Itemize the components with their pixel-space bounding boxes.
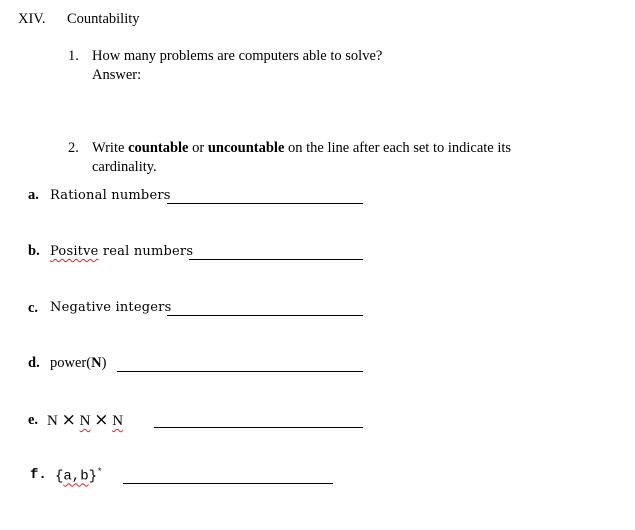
- item-f-open-brace: {: [55, 468, 64, 485]
- q2-text-after: on the line after each set to indicate its: [284, 140, 512, 156]
- question-2-text-line2: cardinality.: [92, 159, 157, 175]
- word-uncountable: uncountable: [207, 140, 285, 156]
- question-1-number: 1.: [68, 48, 79, 64]
- item-e-n3: N: [112, 413, 124, 429]
- item-a-answer-line[interactable]: [167, 203, 363, 204]
- item-d-letter: d.: [28, 355, 40, 371]
- item-f-letter: f.: [30, 467, 47, 483]
- item-e-times1: ×: [61, 410, 76, 430]
- item-c-answer-line[interactable]: [167, 315, 363, 316]
- q2-text-or: or: [188, 140, 208, 156]
- item-b-label: [50, 244, 193, 259]
- item-d-answer-line[interactable]: [117, 371, 363, 372]
- item-e-letter: e.: [28, 412, 39, 428]
- item-d-label: power(N): [50, 355, 107, 371]
- item-e-n2: N: [79, 413, 91, 429]
- word-countable: countable: [128, 140, 189, 156]
- item-b-label-rest: real numbers: [98, 244, 194, 259]
- section-title: Countability: [67, 11, 140, 27]
- item-f-set: a,b: [63, 468, 89, 485]
- question-2-text: [92, 140, 511, 157]
- question-2-number: 2.: [68, 140, 79, 156]
- item-b-letter: b.: [28, 243, 40, 259]
- item-e-times2: ×: [94, 410, 109, 430]
- item-c-letter: c.: [28, 300, 39, 316]
- q2-text-before: Write: [92, 140, 129, 156]
- item-f-close-brace: }: [88, 468, 98, 485]
- item-f-label: [55, 467, 102, 485]
- answer-label: Answer:: [92, 67, 142, 83]
- item-b-misspelled-word: Positve: [50, 244, 99, 259]
- item-a-label: Rational numbers: [50, 188, 171, 203]
- item-e-n1: N: [47, 413, 58, 429]
- section-numeral: XIV.: [18, 11, 46, 27]
- item-b-answer-line[interactable]: [189, 259, 363, 260]
- item-f-answer-line[interactable]: [123, 483, 333, 484]
- item-f-star: *: [97, 467, 103, 477]
- item-e-answer-line[interactable]: [154, 427, 363, 428]
- item-a-letter: a.: [28, 187, 39, 203]
- item-c-label: Negative integers: [50, 300, 172, 315]
- item-e-label: [47, 410, 123, 430]
- question-1-text: How many problems are computers able to solve?: [92, 48, 383, 64]
